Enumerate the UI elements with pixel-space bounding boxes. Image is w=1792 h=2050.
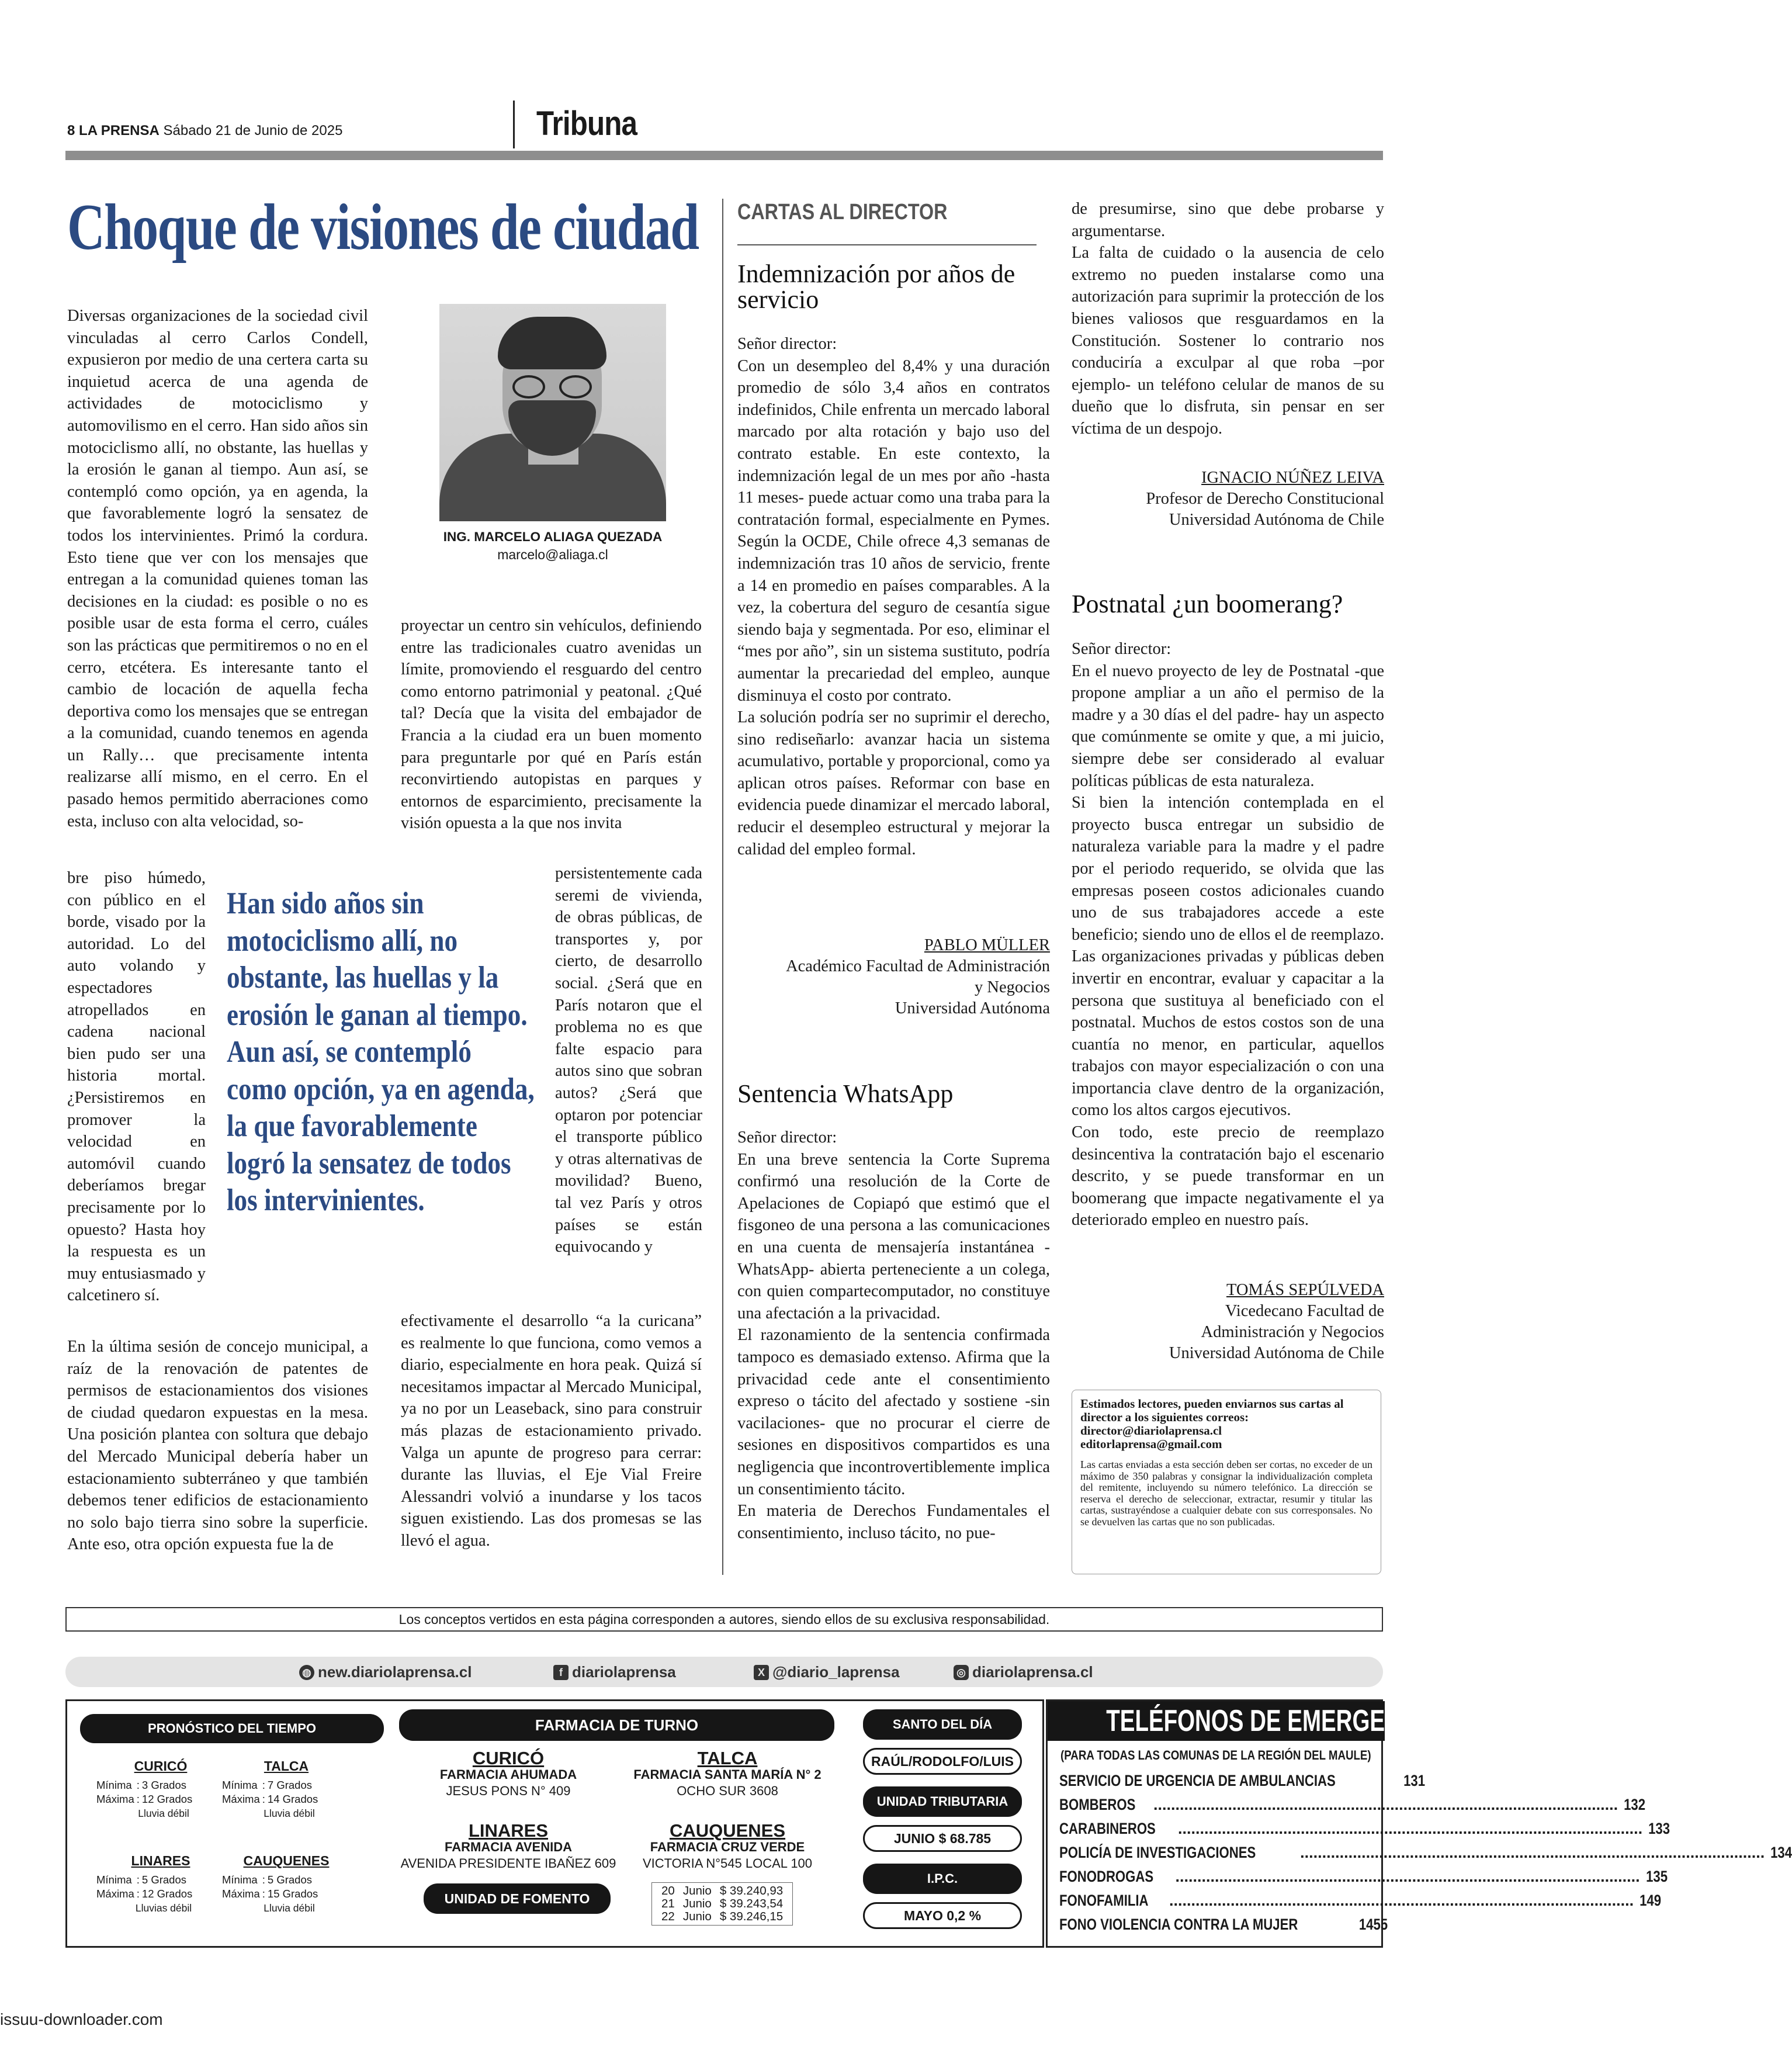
letter2-signature: IGNACIO NÚÑEZ LEIVA Profesor de Derecho Constitucional Universidad Autónoma de Chile <box>1146 469 1384 529</box>
utm-value: JUNIO $ 68.785 <box>863 1825 1022 1852</box>
emergency-row[interactable]: POLICÍA DE INVESTIGACIONES .......................................................................................................... 134 <box>1059 1844 1792 1861</box>
x-icon: X <box>754 1665 769 1680</box>
weather-curico: Mínima : 3 Grados Máxima : 12 Grados Lluvia débil <box>96 1779 193 1819</box>
article-col1-top: Diversas organizaciones de la sociedad civil vinculadas al cerro Carlos Condell, expusieron por medio de una certera carta su inquietud acerca de una agenda de actividades de motociclismo y automovilismo en el cerro. Han sido años sin motociclismo allí, no obstante, las huellas y la erosión le ganan al tiempo. Aun así, se contempló como opción, ya en agenda, la que favorablemente logró la sensatez de todos los intervinientes. Primó la cordura. Esto tiene que ver con los mensajes que entregan a la comunidad quienes toman las decisiones en la ciudad: es posible o no es posible usar de esta forma el cerro, cuáles son las prácticas que permitiremos o no en el cerro, etcétera. Es interesante tanto el cambio de locación de aquella fecha deportiva como los mensajes que se entregan a la comunidad, cuando tenemos en agenda un Rally… que precisamente intenta realizarse allí mismo, en el cerro. En el pasado hemos permitido aberraciones como esta, incluso con alta velocidad, so- <box>67 307 368 830</box>
ipc-label: I.P.C. <box>863 1864 1022 1894</box>
letter2-title: Sentencia WhatsApp <box>737 1079 954 1108</box>
uf-label: UNIDAD DE FOMENTO <box>424 1883 611 1914</box>
emergency-title: TELÉFONOS DE EMERGENCIA <box>1048 1701 1385 1741</box>
saint-value: RAÚL/RODOLFO/LUIS <box>863 1748 1022 1775</box>
issue-date: Sábado 21 de Junio de 2025 <box>163 123 343 138</box>
letters-kicker: CARTAS AL DIRECTOR <box>737 200 948 224</box>
facebook-link[interactable]: f diariolaprensa <box>553 1663 676 1681</box>
article-col1-bottom: En la última sesión de concejo municipal, a raíz de la renovación de patentes de permisos de estacionamientos dos visiones de ciudad quedaron expuestas en la mesa. Una posición plantea con soltura que debajo del Mercado Municipal debería haber un estacionamiento subterráneo y que también debemos tener edificios de estacionamiento no solo bajo tierra sino sobre la superficie. Ante eso, otra opción expuesta fue la de <box>67 1338 368 1554</box>
letter3-title: Postnatal ¿un boomerang? <box>1072 590 1343 618</box>
letter1-signature: PABLO MÜLLER Académico Facultad de Administración y Negocios Universidad Autónoma <box>786 936 1050 1017</box>
article-col2-top: proyectar un centro sin vehículos, definiendo entre las tradicionales cuatro avenidas un límite, promoviendo el resguardo del centro como entorno patrimonial y peatonal. ¿Qué tal? Decía que la visita del embajador de Francia a la ciudad era un buen momento para preguntarle por qué en París están reconvirtiendo autopistas en parques y entornos de esparcimiento, precisamente la visión opuesta a la que nos invita <box>401 617 702 833</box>
pharmacy-entry: CAUQUENES FARMACIA CRUZ VERDE VICTORIA N°545 LOCAL 100 <box>642 1820 813 1871</box>
globe-icon: ◍ <box>299 1665 314 1680</box>
author-email: marcelo@aliaga.cl <box>497 547 608 562</box>
letter3-signature: TOMÁS SEPÚLVEDA Vicedecano Facultad de Administración y Negocios Universidad Autónoma de Chile <box>1169 1281 1384 1362</box>
page-header <box>67 123 342 139</box>
letter2-body: Señor director: En una breve sentencia la Corte Suprema confirmó una resolución de la Corte de Apelaciones de Copiapó que estimó que el fisgoneo de una persona a las comunicaciones en una cuenta de mensajería instantánea -WhatsApp- abierta perteneciente a un colega, con quien compartecomputador, no constituye una afectación a la privacidad. El razonamiento de la sentencia confirmada tampoco es demasiado extenso. Afirma que la privacidad cede ante el consentimiento expreso o tácito del afectado y sostiene -sin vacilaciones- que no procurar el cierre de sesiones en dispositivos compartidos es una negligencia que incontrovertiblemente implica un consentimiento tácito. En materia de Derechos Fundamentales el consentimiento, incluso tácito, no pue- <box>737 1128 1050 1542</box>
author-photo <box>439 304 666 521</box>
article-col2-bottom: efectivamente el desarrollo “a la curicana” es realmente lo que funciona, como vemos a diario, especialmente en hora peak. Quizá sí necesitamos impactar al Mercado Municipal, ya no por un Leaseback, sino para construir más plazas de estacionamiento privado. Valga un apunte de progreso para cerrar: durante las lluvias, el Eje Vial Freire Alessandri volvió a inundarse y los tacos siguen existiendo. Las dos promesas se las llevó el agua. <box>401 1312 702 1550</box>
services-box <box>65 1699 1044 1948</box>
facebook-icon: f <box>553 1665 569 1680</box>
weather-title: PRONÓSTICO DEL TIEMPO <box>80 1714 384 1743</box>
letter3-body: Señor director: En el nuevo proyecto de ley de Postnatal -que propone ampliar a un año el permiso de la madre y a 30 días el del padre- hay un aspecto que comúnmente se omite y que, a mi juicio, siempre debe ser considerado al evaluar políticas públicas de esta naturaleza. Si bien la intención contemplada en el proyecto busca entregar un subsidio de naturaleza variable para la madre y el padre por el periodo requerido, se olvida que las empresas poseen costos adicionales cuando uno de sus trabajadores accede a este beneficio; siendo uno de ellos el de reemplazo. Las organizaciones privadas y públicas deben invertir en encontrar, evaluar y capacitar a la persona que sustituya al beneficiado con el postnatal. Muchos de estos costos son de una cuantía no menor, en particular, aquellos trabajos con mayor especialización o con una importancia clave dentro de la organización, como los altos cargos ejecutivos. Con todo, este precio de reemplazo desincentiva la contratación bajo el escenario descrito, y se puede transformar en un boomerang que impacte negativamente el ya deteriorado empleo en nuestro país. <box>1072 640 1384 1230</box>
pharmacy-entry: TALCA FARMACIA SANTA MARÍA N° 2 OCHO SUR 3608 <box>633 1748 822 1798</box>
emergency-row[interactable]: FONO VIOLENCIA CONTRA LA MUJER 1455 <box>1059 1916 1388 1933</box>
web-link[interactable]: ◍ new.diariolaprensa.cl <box>299 1663 472 1681</box>
column-divider <box>722 199 723 1575</box>
article-col1-narrow: bre piso húmedo, con público en el borde, visado por la autoridad. Lo del auto volando y espectadores atropellados en cadena nacional bien pudo ser una historia mortal. ¿Persistiremos en promover la velocidad en automóvil cuando deberíamos bregar precisamente por lo opuesto? Hasta hoy la respuesta es un muy entusiasmado y calcetinero sí. <box>67 869 206 1305</box>
weather-city: CAUQUENES <box>243 1853 330 1868</box>
pull-quote: Han sido años sin motociclismo allí, no obstante, las huellas y la erosión le ganan al tiempo. Aun así, se contempló como opción, ya en agenda, la que favorablemente logró la sensatez de todos los intervinientes. <box>227 887 535 1217</box>
letter1-title: Indemnización por años de servicio <box>737 259 1015 314</box>
saint-label: SANTO DEL DÍA <box>863 1709 1022 1740</box>
emergency-box <box>1046 1699 1792 1948</box>
footer-source: issuu-downloader.com <box>0 2010 163 2028</box>
pharmacy-entry: CURICÓ FARMACIA AHUMADA JESUS PONS N° 409 <box>439 1748 577 1798</box>
emergency-subtitle: (PARA TODAS LAS COMUNAS DE LA REGIÓN DEL MAULE) <box>1060 1748 1371 1762</box>
emergency-row[interactable]: CARABINEROS .......................................................................................................... 133 <box>1059 1820 1670 1837</box>
weather-talca: Mínima : 7 Grados Máxima : 14 Grados Lluvia débil <box>222 1779 318 1819</box>
notice-email-editor[interactable]: editorlaprensa@gmail.com <box>1080 1437 1222 1451</box>
uf-table: 20 Junio $ 39.240,93 21 Junio $ 39.243,54 22 Junio $ 39.246,15 <box>651 1882 793 1926</box>
emergency-row[interactable]: FONODROGAS .......................................................................................................... 135 <box>1059 1868 1668 1885</box>
weather-city: CURICÓ <box>134 1758 188 1774</box>
pharmacy-title: FARMACIA DE TURNO <box>399 1709 834 1741</box>
weather-city: LINARES <box>131 1853 190 1868</box>
notice-email-director[interactable]: director@diariolaprensa.cl <box>1080 1424 1222 1438</box>
paper-name: LA PRENSA <box>79 123 160 138</box>
letter2-continuation: de presumirse, sino que debe probarse y argumentarse. La falta de cuidado o la ausencia de celo extremo no pueden instalarse como una autorización para suprimir la protección de los bienes valiosos que resguardamos en la Constitución. Sostener lo contrario nos conduciría a exculpar al que roba –por ejemplo- un teléfono celular de manos de su dueño que lo disfruta, sin pensar en ser víctima de un despojo. <box>1072 200 1384 438</box>
header-rule <box>65 151 1383 160</box>
kicker-rule <box>737 244 1037 245</box>
weather-city: TALCA <box>264 1758 309 1774</box>
letter1-body: Señor director: Con un desempleo del 8,4% y una duración promedio de sólo 3,4 años en contratos indefinidos, Chile enfrenta un mercado laboral marcado por alta rotación y bajo uso del contrato estable. En este contexto, la indemnización legal de un mes por año -hasta 11 meses- puede actuar como una traba para la contratación formal, especialmente en Pymes. Según la OCDE, Chile ofrece 4,3 semanas de indemnización tras 10 años de servicio, frente a 14 en promedio en países comparables. A la vez, la cobertura del seguro de cesantía sigue siendo baja y segmentada. Por eso, eliminar el “mes por año”, sin un sistema sustituto, podría aumentar la precariedad del empleo, aunque disminuya el costo por contrato. La solución podría ser no suprimir el derecho, sino rediseñarlo: avanzar hacia un sistema acumulativo, portable y proporcional, como ya aplican otros países. Reformar con base en evidencia puede dinamizar el mercado laboral, reducir el desempleo estructural y mejorar la calidad del empleo formal. <box>737 335 1050 858</box>
header-divider <box>513 101 515 148</box>
instagram-link[interactable]: ◎ diariolaprensa.cl <box>954 1663 1093 1681</box>
ipc-value: MAYO 0,2 % <box>863 1902 1022 1929</box>
pharmacy-entry: LINARES FARMACIA AVENIDA AVENIDA PRESIDENTE IBAÑEZ 609 <box>400 1820 616 1871</box>
letters-notice <box>1072 1390 1381 1574</box>
emergency-row[interactable]: SERVICIO DE URGENCIA DE AMBULANCIAS 131 <box>1059 1772 1425 1789</box>
weather-cauquenes: Mínima : 5 Grados Máxima : 15 Grados Lluvia débil <box>222 1874 318 1914</box>
utm-label: UNIDAD TRIBUTARIA <box>863 1786 1022 1817</box>
emergency-row[interactable]: FONOFAMILIA .......................................................................................................... 149 <box>1059 1892 1662 1909</box>
notice-intro: Estimados lectores, pueden enviarnos sus cartas al director a los siguientes correos: <box>1080 1397 1344 1424</box>
section-title: Tribuna <box>536 105 637 143</box>
article-col2-narrow: persistentemente cada seremi de vivienda, de obras públicas, de transportes y, por cierto, de desarrollo social. ¿Será que en París notaron que el problema no es que falte espacio para autos sino que sobran autos? ¿Será que optaron por potenciar el transporte público y otras alternativas de movilidad? Bueno, tal vez París y otros países se están equivocando y <box>555 864 702 1256</box>
emergency-row[interactable]: BOMBEROS .......................................................................................................... 132 <box>1059 1796 1646 1813</box>
author-name: ING. MARCELO ALIAGA QUEZADA <box>443 529 663 544</box>
disclaimer: Los conceptos vertidos en esta página corresponden a autores, siendo ellos de su exclusiva responsabilidad. <box>65 1607 1383 1632</box>
weather-linares: Mínima : 5 Grados Máxima : 12 Grados Lluvias débil <box>96 1874 193 1914</box>
page-number: 8 <box>67 123 75 138</box>
social-bar <box>65 1657 1383 1687</box>
instagram-icon: ◎ <box>954 1665 969 1680</box>
article-title: Choque de visiones de ciudad <box>67 191 699 264</box>
notice-rules: Las cartas enviadas a esta sección deben ser cortas, no exceder de un máximo de 350 palabras y consignar la individualización completa del remitente, incluyendo su número telefónico. La dirección se reserva el derecho de seleccionar, extractar, resumir y titular las cartas, sustrayéndose a cualquier debate con sus corresponsales. No se devuelven las cartas que no son publicadas. <box>1080 1459 1372 1528</box>
x-link[interactable]: X @diario_laprensa <box>754 1663 900 1681</box>
